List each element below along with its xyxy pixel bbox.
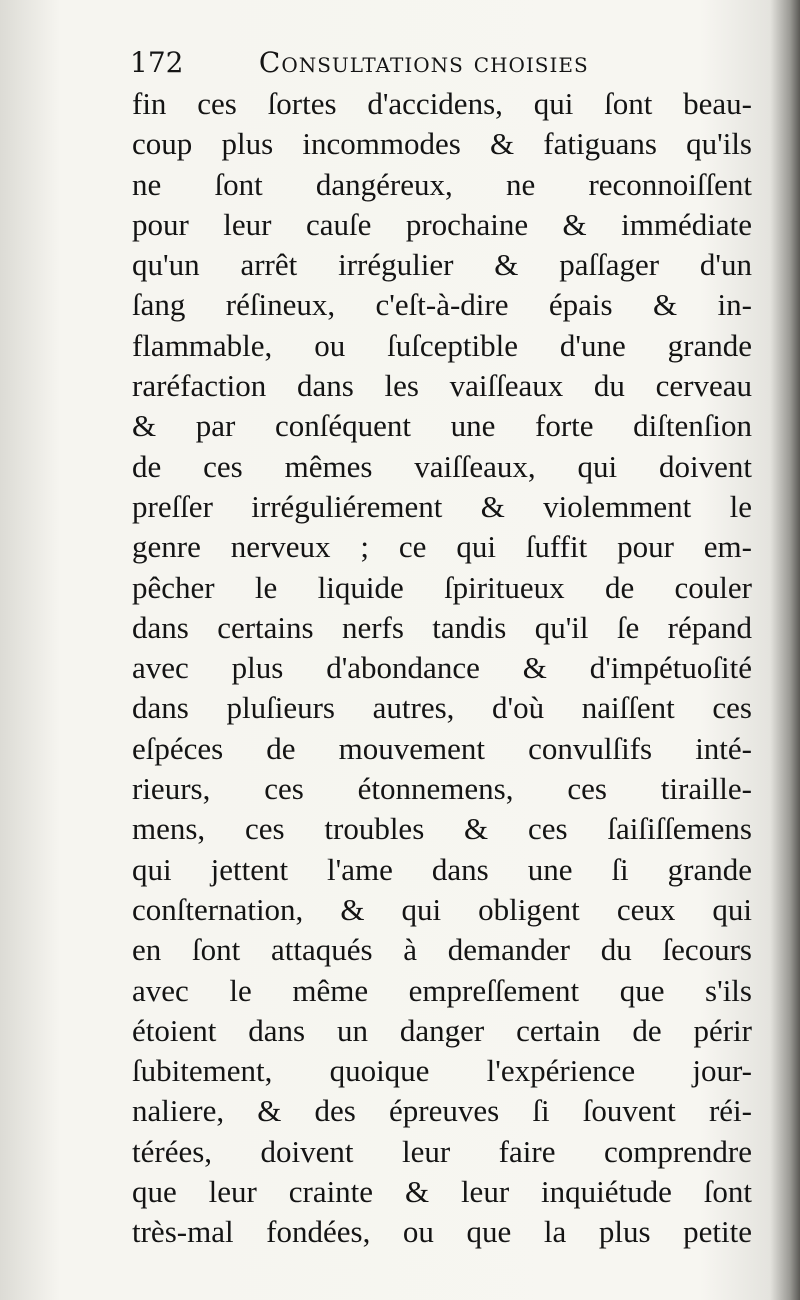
running-header <box>130 40 750 86</box>
running-title: Consultations choisies <box>258 46 589 79</box>
text-line: dans certains nerfs tandis qu'il ſe répand <box>132 609 752 645</box>
text-line: flammable, ou ſuſceptible d'une grande <box>132 327 752 363</box>
text-line: pour leur cauſe prochaine & immédiate <box>132 206 752 242</box>
text-line: preſſer irréguliérement & violemment le <box>132 488 752 524</box>
text-line: naliere, & des épreuves ſi ſouvent réi- <box>132 1093 752 1129</box>
text-line: en ſont attaqués à demander du ſecours <box>132 932 752 968</box>
text-line: qui jettent l'ame dans une ſi grande <box>132 851 752 887</box>
text-line: eſpéces de mouvement convulſifs inté- <box>132 730 752 766</box>
text-line: mens, ces troubles & ces ſaiſiſſemens <box>132 811 752 847</box>
text-line: conſternation, & qui obligent ceux qui <box>132 891 752 927</box>
text-line: raréfaction dans les vaiſſeaux du cerveau <box>132 368 752 404</box>
text-line: dans pluſieurs autres, d'où naiſſent ces <box>132 690 752 726</box>
text-line: étoient dans un danger certain de périr <box>132 1012 752 1048</box>
text-line: coup plus incommodes & fatiguans qu'ils <box>132 126 752 162</box>
text-line: de ces mêmes vaiſſeaux, qui doivent <box>132 448 752 484</box>
text-line: que leur crainte & leur inquiétude ſont <box>132 1174 752 1210</box>
body-text <box>132 84 752 1253</box>
text-line: rieurs, ces étonnemens, ces tiraille- <box>132 771 752 807</box>
text-line: fin ces ſortes d'accidens, qui ſont beau- <box>132 86 752 121</box>
text-line: avec le même empreſſement que s'ils <box>132 972 752 1008</box>
text-line: & par conſéquent une forte diſtenſion <box>132 408 752 444</box>
text-line: ſubitement, quoique l'expérience jour- <box>132 1053 752 1089</box>
text-line: qu'un arrêt irrégulier & paſſager d'un <box>132 247 752 283</box>
text-line: ne ſont dangéreux, ne reconnoiſſent <box>132 166 752 202</box>
text-line: ſang réſineux, c'eſt-à-dire épais & in- <box>132 287 752 323</box>
text-line: pêcher le liquide ſpiritueux de couler <box>132 569 752 605</box>
page-number: 172 <box>130 46 184 79</box>
text-line: térées, doivent leur faire comprendre <box>132 1133 752 1169</box>
text-line: avec plus d'abondance & d'impétuoſité <box>132 650 752 686</box>
text-line: genre nerveux ; ce qui ſuffit pour em- <box>132 529 752 565</box>
text-line: très-mal fondées, ou que la plus petite <box>132 1214 752 1250</box>
